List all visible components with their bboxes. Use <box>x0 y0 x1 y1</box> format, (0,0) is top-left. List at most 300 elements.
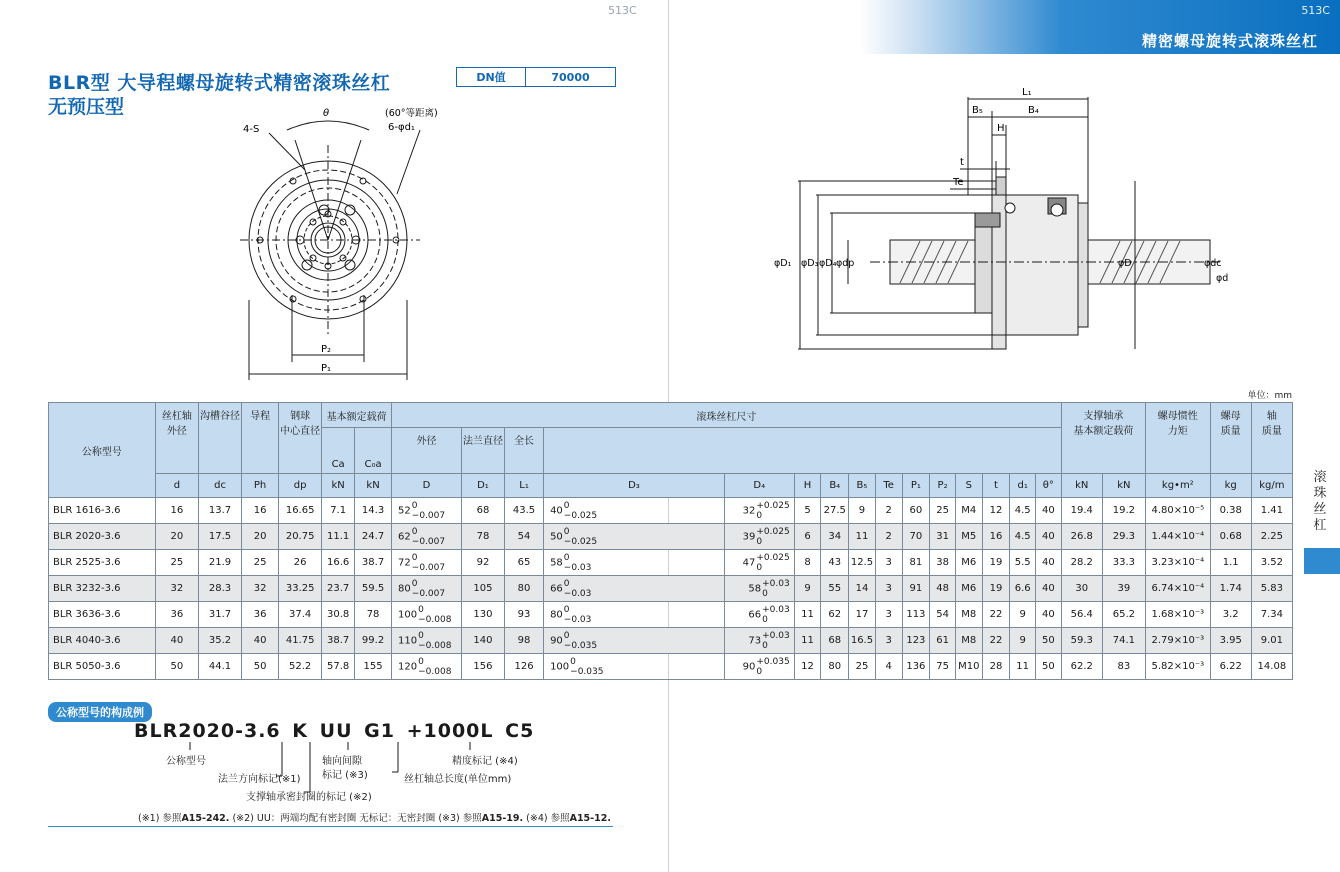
th-ph: 导程 <box>242 403 279 474</box>
th-D1: 法兰直径 <box>461 428 504 474</box>
th-L1: 全长 <box>505 428 544 474</box>
nominal-D3: 50 <box>550 531 563 542</box>
cell-c0a: 59.5 <box>355 576 392 602</box>
label-dc: φdc <box>1204 258 1222 269</box>
th-dc: 沟槽谷径 <box>198 403 241 474</box>
th-sym-L1: L₁ <box>505 474 544 498</box>
cell-D1: 92 <box>461 550 504 576</box>
table-row <box>49 628 1293 654</box>
nominal-D3: 58 <box>550 557 563 568</box>
cell-shaftmass: 1.41 <box>1251 498 1292 524</box>
code-accuracy: C5 <box>505 720 535 742</box>
cell-H: 12 <box>794 654 821 680</box>
tol-upper: 0 <box>418 630 424 641</box>
cell-P1: 60 <box>902 498 930 524</box>
cell-P2: 48 <box>930 576 956 602</box>
cell-L1: 65 <box>505 550 544 576</box>
cell-d: 16 <box>155 498 198 524</box>
cell-B4: 27.5 <box>821 498 849 524</box>
cell-L1: 126 <box>505 654 544 680</box>
cell-nutmass: 0.68 <box>1210 524 1251 550</box>
cell-D <box>392 602 462 628</box>
tol-upper: 0 <box>411 500 418 511</box>
cell-shaftmass: 9.01 <box>1251 628 1292 654</box>
cell-H: 8 <box>794 550 821 576</box>
cell-inertia: 1.44×10⁻⁴ <box>1145 524 1210 550</box>
cell-D3 <box>544 550 725 576</box>
tolerance-D <box>418 605 451 625</box>
th-D: 外径 <box>392 428 462 474</box>
table-row <box>49 576 1293 602</box>
cell-S: M8 <box>955 628 982 654</box>
cell-dc: 21.9 <box>198 550 241 576</box>
cell-inertia: 1.68×10⁻³ <box>1145 602 1210 628</box>
cell-theta: 50 <box>1036 654 1062 680</box>
cell-S: M4 <box>955 498 982 524</box>
tolerance-D4 <box>756 501 789 521</box>
cell-ph: 20 <box>242 524 279 550</box>
cell-d: 36 <box>155 602 198 628</box>
cell-L1: 98 <box>505 628 544 654</box>
th-sym-B4: B₄ <box>821 474 849 498</box>
cell-D4 <box>724 628 794 654</box>
cell-B5: 9 <box>849 498 876 524</box>
tolerance-D4 <box>762 579 790 599</box>
cell-D3 <box>544 628 725 654</box>
th-sym-B5: B₅ <box>849 474 876 498</box>
cell-sca: 30 <box>1061 576 1102 602</box>
nominal-D: 52 <box>398 505 411 516</box>
nominal-D4: 90 <box>742 661 756 672</box>
cell-inertia: 4.80×10⁻⁵ <box>1145 498 1210 524</box>
tol-upper: +0.025 <box>756 552 790 563</box>
cell-Te: 3 <box>875 628 902 654</box>
tolerance-D3 <box>564 527 597 547</box>
th-sym-D1: D₁ <box>461 474 504 498</box>
label-t: t <box>960 157 964 168</box>
cell-B4: 62 <box>821 602 849 628</box>
cell-D4 <box>724 654 794 680</box>
cell-dp: 33.25 <box>279 576 322 602</box>
tol-upper: 0 <box>418 604 424 615</box>
cell-d1: 4.5 <box>1010 524 1036 550</box>
tol-lower: −0.008 <box>418 614 452 625</box>
tolerance-D4 <box>762 631 790 651</box>
cell-P1: 81 <box>902 550 930 576</box>
tol-lower: −0.007 <box>411 588 446 599</box>
label-dp: φdp <box>836 258 855 269</box>
tol-lower: 0 <box>756 562 763 573</box>
tol-upper: 0 <box>411 526 418 537</box>
code-flange: K <box>292 720 309 742</box>
label-pitch-note: (60°等距离) <box>385 108 438 119</box>
cell-ph: 32 <box>242 576 279 602</box>
th-sym-Te: Te <box>875 474 902 498</box>
cell-B5: 11 <box>849 524 876 550</box>
cell-t: 12 <box>982 498 1010 524</box>
label-b4: B₄ <box>1028 105 1039 116</box>
tolerance-D4 <box>756 553 789 573</box>
cell-H: 11 <box>794 628 821 654</box>
cell-D4 <box>724 602 794 628</box>
table-row <box>49 602 1293 628</box>
tol-lower: −0.025 <box>563 536 598 547</box>
table-row <box>49 654 1293 680</box>
cell-dc: 44.1 <box>198 654 241 680</box>
tol-lower: −0.03 <box>563 588 592 599</box>
nominal-D3: 80 <box>550 609 563 620</box>
cell-shaftmass: 3.52 <box>1251 550 1292 576</box>
cell-theta: 40 <box>1036 602 1062 628</box>
label-theta: θ <box>323 108 330 119</box>
tol-upper: +0.035 <box>756 656 790 667</box>
cell-ca: 23.7 <box>322 576 355 602</box>
cell-c0a: 14.3 <box>355 498 392 524</box>
cell-theta: 50 <box>1036 628 1062 654</box>
cell-H: 9 <box>794 576 821 602</box>
page-number-left: 513C <box>608 4 637 17</box>
label-l1: L₁ <box>1022 87 1032 98</box>
th-sym-d: d <box>155 474 198 498</box>
tol-lower: −0.025 <box>563 510 598 521</box>
cell-B4: 55 <box>821 576 849 602</box>
cell-d: 40 <box>155 628 198 654</box>
cell-t: 22 <box>982 602 1010 628</box>
tolerance-D <box>412 527 445 547</box>
cell-d1: 9 <box>1010 602 1036 628</box>
page-number-right: 513C <box>1301 4 1330 17</box>
cell-ca: 30.8 <box>322 602 355 628</box>
th-sym-c0a: kN <box>355 474 392 498</box>
tolerance-D <box>412 553 445 573</box>
th-blank <box>544 428 1062 474</box>
cell-shaftmass: 14.08 <box>1251 654 1292 680</box>
label-shaft-d: φd <box>1216 273 1229 284</box>
nominal-D3: 100 <box>550 661 570 672</box>
cell-Te: 4 <box>875 654 902 680</box>
label-d4: φD₄ <box>819 258 837 269</box>
cell-D1: 68 <box>461 498 504 524</box>
label-holes: 6-φd₁ <box>388 122 415 133</box>
th-model: 公称型号 <box>49 403 156 498</box>
tol-lower: −0.035 <box>570 666 604 677</box>
tol-upper: 0 <box>563 500 570 511</box>
cell-ca: 38.7 <box>322 628 355 654</box>
cell-t: 22 <box>982 628 1010 654</box>
cell-ca: 16.6 <box>322 550 355 576</box>
tolerance-D4 <box>756 657 789 677</box>
cell-Te: 3 <box>875 576 902 602</box>
label-b5: B₅ <box>972 105 983 116</box>
tolerance-D <box>412 501 445 521</box>
cell-D <box>392 628 462 654</box>
tol-lower: −0.008 <box>418 640 452 651</box>
cell-B4: 80 <box>821 654 849 680</box>
tol-upper: 0 <box>563 526 570 537</box>
tol-lower: 0 <box>756 536 763 547</box>
cell-ph: 50 <box>242 654 279 680</box>
footnote-ref-1[interactable]: A15-242. <box>181 813 230 824</box>
th-sym-dp: dp <box>279 474 322 498</box>
th-sym-ph: Ph <box>242 474 279 498</box>
nominal-D4: 47 <box>742 557 756 568</box>
cell-D <box>392 498 462 524</box>
tol-lower: −0.007 <box>411 510 446 521</box>
cell-D1: 105 <box>461 576 504 602</box>
th-nutmass: 螺母 质量 <box>1210 403 1251 474</box>
cell-B4: 68 <box>821 628 849 654</box>
cell-L1: 54 <box>505 524 544 550</box>
cell-nutmass: 3.95 <box>1210 628 1251 654</box>
tol-lower: −0.035 <box>563 640 598 651</box>
tol-upper: 0 <box>418 656 424 667</box>
table-row <box>49 524 1293 550</box>
cell-dc: 17.5 <box>198 524 241 550</box>
th-sym-sc0a: kN <box>1102 474 1145 498</box>
cell-P1: 123 <box>902 628 930 654</box>
tolerance-D3 <box>570 657 603 677</box>
nominal-D4: 58 <box>748 583 762 594</box>
cell-nutmass: 6.22 <box>1210 654 1251 680</box>
cell-D3 <box>544 576 725 602</box>
label-d: φD <box>1118 258 1132 269</box>
cell-c0a: 24.7 <box>355 524 392 550</box>
tolerance-D3 <box>564 501 597 521</box>
nominal-D3: 40 <box>550 505 563 516</box>
th-c0a: C₀a <box>355 428 392 474</box>
example-code <box>134 720 534 742</box>
spec-table-body <box>49 498 1293 680</box>
cell-dp: 37.4 <box>279 602 322 628</box>
tolerance-D <box>418 631 451 651</box>
cell-D3 <box>544 602 725 628</box>
cell-theta: 40 <box>1036 550 1062 576</box>
cell-B4: 43 <box>821 550 849 576</box>
label-h: H <box>997 123 1005 134</box>
cell-D4 <box>724 498 794 524</box>
cell-S: M10 <box>955 654 982 680</box>
th-ballscrew-group: 滚珠丝杠尺寸 <box>392 403 1062 428</box>
tol-upper: 0 <box>411 552 418 563</box>
side-section-tab[interactable] <box>1304 548 1340 574</box>
tol-upper: 0 <box>563 630 570 641</box>
front-view-drawing <box>225 100 465 385</box>
th-support-group: 支撑轴承 基本额定载荷 <box>1061 403 1145 474</box>
cell-sc0a: 65.2 <box>1102 602 1145 628</box>
cell-dp: 52.2 <box>279 654 322 680</box>
cell-dp: 26 <box>279 550 322 576</box>
cell-D3 <box>544 498 725 524</box>
cell-H: 5 <box>794 498 821 524</box>
code-clearance: G1 <box>364 720 395 742</box>
cell-d: 50 <box>155 654 198 680</box>
tol-upper: 0 <box>563 604 570 615</box>
cell-P1: 70 <box>902 524 930 550</box>
tol-upper: +0.025 <box>756 526 790 537</box>
cell-sc0a: 19.2 <box>1102 498 1145 524</box>
cell-sc0a: 33.3 <box>1102 550 1145 576</box>
cell-t: 16 <box>982 524 1010 550</box>
cell-D <box>392 654 462 680</box>
cell-D1: 156 <box>461 654 504 680</box>
desc-model: 公称型号 <box>166 756 206 767</box>
cell-model: BLR 1616-3.6 <box>49 498 156 524</box>
label-p2: P₂ <box>321 344 332 355</box>
spec-table <box>48 402 1293 680</box>
cell-c0a: 155 <box>355 654 392 680</box>
cell-D3 <box>544 524 725 550</box>
cell-P2: 61 <box>930 628 956 654</box>
nominal-D: 72 <box>398 557 411 568</box>
nominal-D: 80 <box>398 583 411 594</box>
cell-B5: 17 <box>849 602 876 628</box>
cell-dp: 20.75 <box>279 524 322 550</box>
nominal-D: 120 <box>398 661 418 672</box>
header-title: 精密螺母旋转式滚珠丝杠 <box>1141 32 1318 50</box>
tol-lower: 0 <box>762 614 768 625</box>
cell-nutmass: 1.74 <box>1210 576 1251 602</box>
label-p1: P₁ <box>321 363 332 374</box>
tol-lower: −0.03 <box>563 614 592 625</box>
tol-upper: 0 <box>563 578 570 589</box>
desc-clearance-1: 轴向间隙 <box>322 756 362 767</box>
tolerance-D4 <box>762 605 790 625</box>
tolerance-D3 <box>564 631 597 651</box>
side-section-drawing <box>770 85 1230 370</box>
cell-shaftmass: 2.25 <box>1251 524 1292 550</box>
cell-shaftmass: 7.34 <box>1251 602 1292 628</box>
th-sym-dc: dc <box>198 474 241 498</box>
cell-t: 19 <box>982 576 1010 602</box>
cell-nutmass: 1.1 <box>1210 550 1251 576</box>
table-row <box>49 550 1293 576</box>
tol-upper: 0 <box>570 656 576 667</box>
cell-sca: 19.4 <box>1061 498 1102 524</box>
cell-S: M5 <box>955 524 982 550</box>
cell-sca: 26.8 <box>1061 524 1102 550</box>
tol-upper: 0 <box>563 552 570 563</box>
cell-t: 28 <box>982 654 1010 680</box>
cell-model: BLR 5050-3.6 <box>49 654 156 680</box>
th-sym-sca: kN <box>1061 474 1102 498</box>
th-sym-D: D <box>392 474 462 498</box>
cell-dc: 31.7 <box>198 602 241 628</box>
cell-sc0a: 83 <box>1102 654 1145 680</box>
code-seal: UU <box>319 720 353 742</box>
cell-B5: 25 <box>849 654 876 680</box>
cell-ph: 40 <box>242 628 279 654</box>
nominal-D: 110 <box>398 635 418 646</box>
cell-H: 6 <box>794 524 821 550</box>
code-length: +1000L <box>406 720 494 742</box>
th-load-group: 基本额定载荷 <box>322 403 392 428</box>
cell-P1: 113 <box>902 602 930 628</box>
th-dp: 钢球 中心直径 <box>279 403 322 474</box>
cell-ca: 11.1 <box>322 524 355 550</box>
nominal-D: 100 <box>398 609 418 620</box>
nominal-D3: 90 <box>550 635 563 646</box>
cell-model: BLR 3232-3.6 <box>49 576 156 602</box>
tolerance-D3 <box>564 553 592 573</box>
cell-inertia: 2.79×10⁻³ <box>1145 628 1210 654</box>
cell-ca: 7.1 <box>322 498 355 524</box>
cell-ph: 25 <box>242 550 279 576</box>
label-d3: φD₃ <box>801 258 819 269</box>
th-sym-theta: θ° <box>1036 474 1062 498</box>
tolerance-D3 <box>564 579 592 599</box>
tol-upper: +0.03 <box>762 578 790 589</box>
desc-seal: 支撑轴承密封圈的标记 (※2) <box>246 792 372 803</box>
example-label: 公称型号的构成例 <box>48 702 152 722</box>
cell-d: 25 <box>155 550 198 576</box>
cell-sca: 28.2 <box>1061 550 1102 576</box>
cell-sca: 62.2 <box>1061 654 1102 680</box>
cell-d1: 5.5 <box>1010 550 1036 576</box>
cell-P2: 54 <box>930 602 956 628</box>
cell-model: BLR 2525-3.6 <box>49 550 156 576</box>
cell-dp: 16.65 <box>279 498 322 524</box>
tol-upper: +0.03 <box>762 604 790 615</box>
tol-upper: 0 <box>411 578 418 589</box>
cell-D4 <box>724 576 794 602</box>
th-sym-ca: kN <box>322 474 355 498</box>
cell-D4 <box>724 524 794 550</box>
footnote-ref-2[interactable]: A15-19. <box>481 813 524 824</box>
cell-d: 32 <box>155 576 198 602</box>
cell-inertia: 6.74×10⁻⁴ <box>1145 576 1210 602</box>
tolerance-D4 <box>756 527 789 547</box>
cell-t: 19 <box>982 550 1010 576</box>
table-row <box>49 498 1293 524</box>
cell-L1: 43.5 <box>505 498 544 524</box>
cell-D1: 130 <box>461 602 504 628</box>
cell-d1: 4.5 <box>1010 498 1036 524</box>
cell-dc: 28.3 <box>198 576 241 602</box>
cell-H: 11 <box>794 602 821 628</box>
footnote-ref-3[interactable]: A15-12. <box>569 813 611 824</box>
cell-L1: 80 <box>505 576 544 602</box>
tol-lower: 0 <box>762 588 768 599</box>
label-4s: 4-S <box>243 124 260 135</box>
unit-note: 单位：mm <box>1247 391 1292 401</box>
th-sym-shaftmass: kg/m <box>1251 474 1292 498</box>
th-sym-H: H <box>794 474 821 498</box>
th-sym-S: S <box>955 474 982 498</box>
cell-P2: 75 <box>930 654 956 680</box>
cell-B4: 34 <box>821 524 849 550</box>
cell-sc0a: 39 <box>1102 576 1145 602</box>
cell-P1: 136 <box>902 654 930 680</box>
product-subtitle: 无预压型 <box>48 96 125 118</box>
cell-sc0a: 29.3 <box>1102 524 1145 550</box>
cell-shaftmass: 5.83 <box>1251 576 1292 602</box>
nominal-D3: 66 <box>550 583 563 594</box>
cell-inertia: 5.82×10⁻³ <box>1145 654 1210 680</box>
tol-lower: −0.008 <box>418 666 452 677</box>
side-section-label: 滚珠丝杠 <box>1313 470 1327 533</box>
cell-S: M8 <box>955 602 982 628</box>
cell-B5: 16.5 <box>849 628 876 654</box>
cell-ca: 57.8 <box>322 654 355 680</box>
cell-D <box>392 550 462 576</box>
desc-accuracy: 精度标记 (※4) <box>452 756 518 767</box>
cell-dc: 13.7 <box>198 498 241 524</box>
cell-Te: 3 <box>875 602 902 628</box>
cell-theta: 40 <box>1036 576 1062 602</box>
cell-c0a: 78 <box>355 602 392 628</box>
cell-P2: 38 <box>930 550 956 576</box>
cell-S: M6 <box>955 550 982 576</box>
